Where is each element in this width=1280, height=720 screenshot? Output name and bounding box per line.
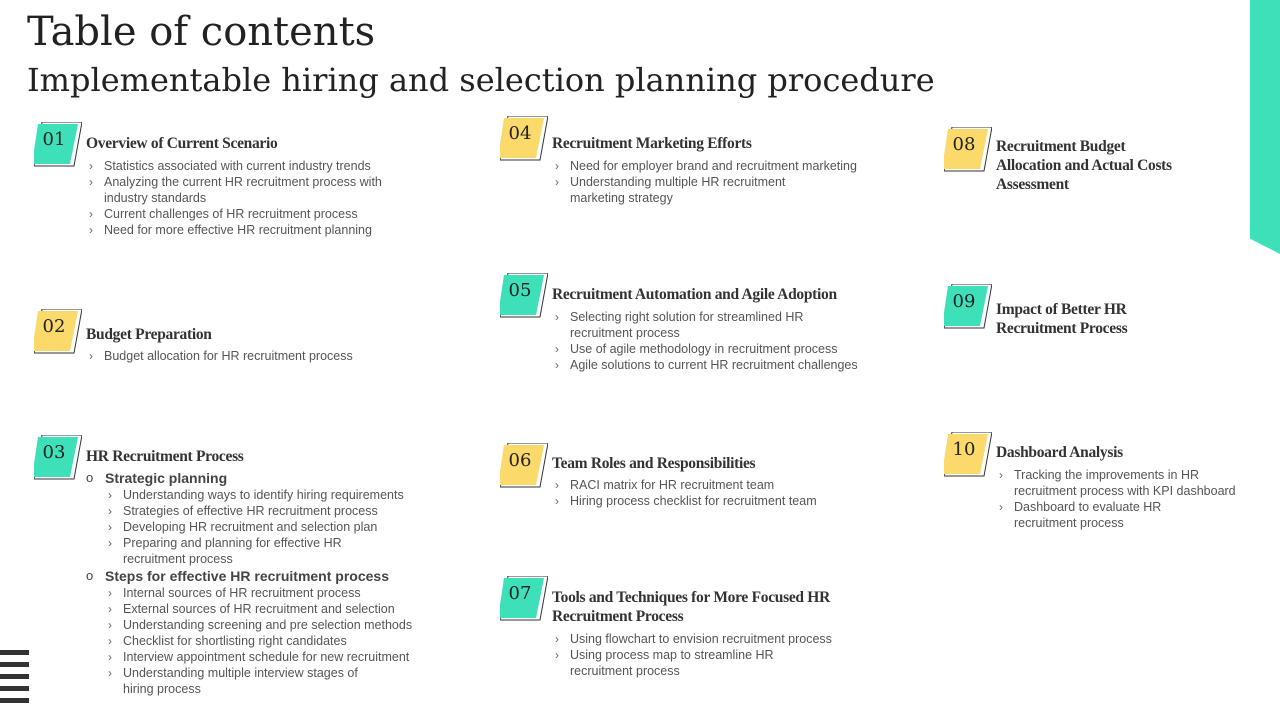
subgroup-label: o Strategic planning (86, 469, 446, 487)
list-item: › Statistics associated with current industry trends (86, 158, 466, 174)
list-item: › Using flowchart to envision recruitment process (552, 631, 932, 647)
list-item: › Need for more effective HR recruitment planning (86, 222, 466, 238)
list-item: › Understanding multiple HR recruitment marketing strategy (552, 174, 820, 206)
section-title: Recruitment Automation and Agile Adoption (552, 286, 837, 303)
subgroup-label: o Steps for effective HR recruitment process (86, 567, 446, 585)
list-item: › Dashboard to evaluate HR recruitment process (996, 499, 1214, 531)
list-item: › Tracking the improvements in HR recruitment process with KPI dashboard (996, 467, 1264, 499)
badge-number-icon (944, 432, 992, 478)
list-item: › Need for employer brand and recruitment marketing (552, 158, 932, 174)
list-item: › RACI matrix for HR recruitment team (552, 477, 932, 493)
badge-number-icon (500, 273, 548, 319)
section-title: HR Recruitment Process (86, 448, 244, 465)
list-item: › Analyzing the current HR recruitment process with industry standards (86, 174, 404, 206)
list-item: › Checklist for shortlisting right candidates (105, 633, 446, 649)
section-title: Dashboard Analysis (996, 444, 1123, 461)
decorative-accent-bar (1250, 0, 1280, 254)
badge-number-icon (944, 127, 992, 173)
page-subtitle: Implementable hiring and selection planning procedure (27, 61, 935, 99)
badge-number-icon (500, 116, 548, 162)
list-item: › Understanding screening and pre selection methods (105, 617, 446, 633)
section-number: 04 (508, 123, 532, 144)
decorative-stripes-icon (0, 650, 29, 710)
list-item: › Budget allocation for HR recruitment process (86, 348, 466, 364)
section-items (552, 477, 932, 509)
list-item: › Agile solutions to current HR recruitment challenges (552, 357, 932, 373)
section-title: Impact of Better HR Recruitment Process (996, 301, 1128, 337)
list-item: › Selecting right solution for streamlined HR recruitment process (552, 309, 840, 341)
subgroup-steps (86, 567, 446, 697)
section-title: Overview of Current Scenario (86, 135, 278, 152)
section-number: 01 (42, 129, 66, 150)
section-groups (86, 469, 446, 697)
section-number: 09 (952, 291, 976, 312)
list-item: › External sources of HR recruitment and selection (105, 601, 446, 617)
section-items (86, 158, 466, 238)
page-title: Table of contents (27, 9, 376, 55)
badge-number-icon (34, 122, 82, 168)
list-item: › Use of agile methodology in recruitment process (552, 341, 932, 357)
section-items (552, 631, 932, 679)
section-items (552, 309, 932, 373)
list-item: › Developing HR recruitment and selection plan (105, 519, 446, 535)
section-number: 03 (42, 442, 66, 463)
list-item: › Hiring process checklist for recruitment team (552, 493, 932, 509)
section-number: 06 (508, 450, 532, 471)
section-title: Recruitment Budget Allocation and Actual Costs Assessment (996, 138, 1172, 193)
list-item: › Interview appointment schedule for new recruitment (105, 649, 446, 665)
section-items (86, 348, 466, 364)
list-item: › Current challenges of HR recruitment process (86, 206, 466, 222)
section-number: 05 (508, 280, 532, 301)
list-item: › Internal sources of HR recruitment process (105, 585, 446, 601)
badge-number-icon (500, 576, 548, 622)
list-item: › Preparing and planning for effective HR recruitment process (105, 535, 363, 567)
badge-number-icon (944, 284, 992, 330)
section-title: Recruitment Marketing Efforts (552, 135, 752, 152)
badge-number-icon (34, 309, 82, 355)
list-item: › Understanding ways to identify hiring requirements (105, 487, 446, 503)
section-title: Team Roles and Responsibilities (552, 455, 756, 472)
section-number: 07 (508, 583, 532, 604)
badge-number-icon (34, 435, 82, 481)
section-items (552, 158, 932, 206)
list-item: › Understanding multiple interview stages of hiring process (105, 665, 383, 697)
list-item: › Strategies of effective HR recruitment process (105, 503, 446, 519)
section-title: Budget Preparation (86, 326, 212, 343)
section-items (996, 467, 1266, 531)
section-number: 10 (952, 439, 976, 460)
subgroup-strategic-planning (86, 469, 446, 567)
section-number: 02 (42, 316, 66, 337)
section-title: Tools and Techniques for More Focused HR Recruitment Process (552, 589, 830, 625)
badge-number-icon (500, 443, 548, 489)
list-item: › Using process map to streamline HR recruitment process (552, 647, 810, 679)
section-number: 08 (952, 134, 976, 155)
